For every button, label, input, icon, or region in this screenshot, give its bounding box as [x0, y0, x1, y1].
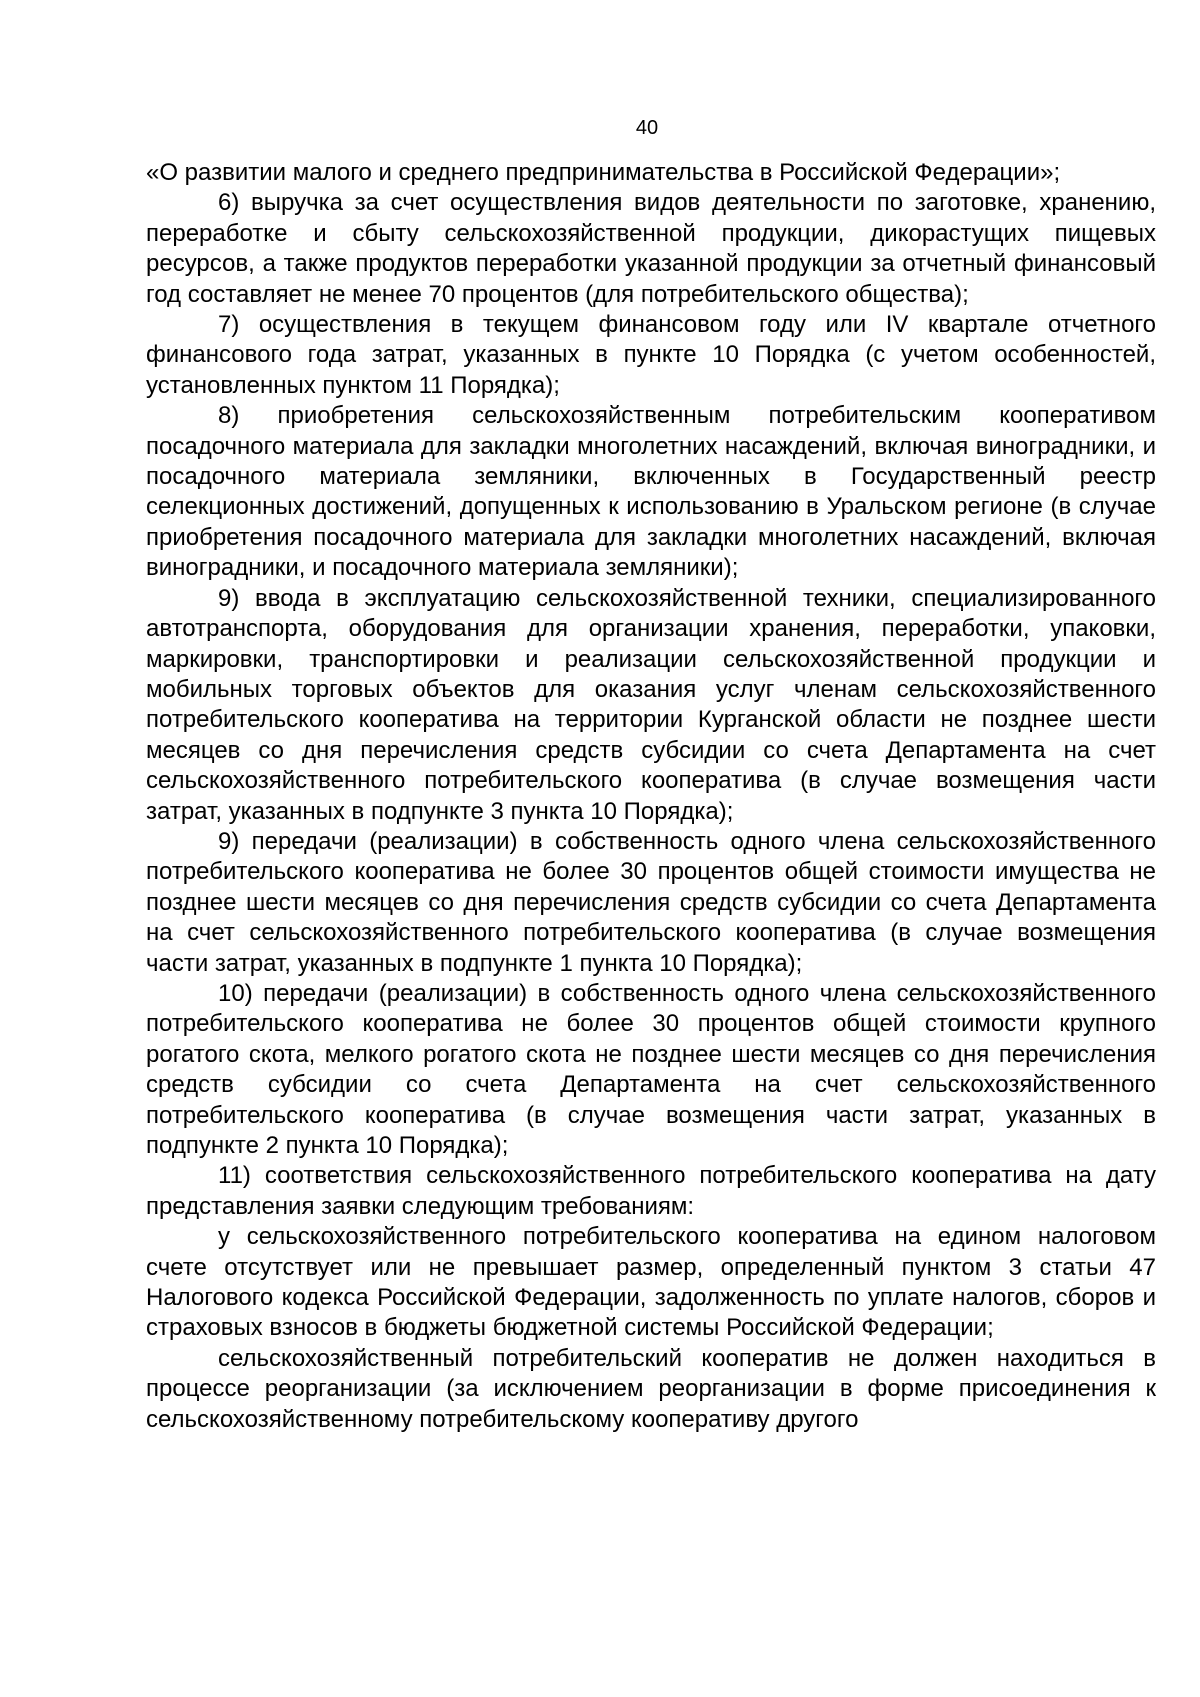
paragraph-item-8: 8) приобретения сельскохозяйственным потребительским кооперативом посадочного материала для закладки многолетних насаждений, включая виноградники, и посадочного материала земляники, включенных в Государственный реестр селекционных достижений, допущенных к использованию в Уральском регионе (в случае приобретения посадочного материала для закладки многолетних насаждений, включая виноградники, и посадочного материала земляники); [146, 402, 1156, 582]
paragraph-item-10: 10) передачи (реализации) в собственность одного члена сельскохозяйственного потребительского кооператива не более 30 процентов общей стоимости крупного рогатого скота, мелкого рогатого скота не позднее шести месяцев со дня перечисления средств субсидии со счета Департамента на счет сельскохозяйственного потребительского кооператива (в случае возмещения части затрат, указанных в подпункте 2 пункта 10 Порядка); [146, 979, 1156, 1159]
page-number: 40 [635, 117, 659, 139]
paragraph-continuation: «О развитии малого и среднего предпринимательства в Российской Федерации»; [146, 159, 1061, 186]
paragraph-requirement-reorganization: сельскохозяйственный потребительский кооператив не должен находиться в процессе реорганизации (за исключением реорганизации в форме присоединения к сельскохозяйственному потребительскому кооперативу другого [146, 1344, 1156, 1433]
paragraph-item-7: 7) осуществления в текущем финансовом году или IV квартале отчетного финансового года затрат, указанных в пункте 10 Порядка (с учетом особенностей, установленных пунктом 11 Порядка); [146, 311, 1156, 399]
document-body [146, 158, 1156, 1435]
paragraph-requirement-tax: у сельскохозяйственного потребительского кооператива на едином налоговом счете отсутствует или не превышает размер, определенный пунктом 3 статьи 47 Налогового кодекса Российской Федерации, задолженность по уплате налогов, сборов и страховых взносов в бюджеты бюджетной системы Российской Федерации; [146, 1223, 1156, 1342]
paragraph-item-9a: 9) ввода в эксплуатацию сельскохозяйственной техники, специализированного автотранспорта, оборудования для организации хранения, переработки, упаковки, маркировки, транспортировки и реализации сельскохозяйственной продукции и мобильных торговых объектов для оказания услуг членам сельскохозяйственного потребительского кооператива на территории Курганской области не позднее шести месяцев со дня перечисления средств субсидии со счета Департамента на счет сельскохозяйственного потребительского кооператива (в случае возмещения части затрат, указанных в подпункте 3 пункта 10 Порядка); [146, 584, 1156, 825]
paragraph-item-11: 11) соответствия сельскохозяйственного потребительского кооператива на дату представления заявки следующим требованиям: [146, 1162, 1156, 1220]
paragraph-item-9b: 9) передачи (реализации) в собственность одного члена сельскохозяйственного потребительского кооператива не более 30 процентов общей стоимости имущества не позднее шести месяцев со дня перечисления средств субсидии со счета Департамента на счет сельскохозяйственного потребительского кооператива (в случае возмещения части затрат, указанных в подпункте 1 пункта 10 Порядка); [146, 827, 1156, 977]
paragraph-item-6: 6) выручка за счет осуществления видов деятельности по заготовке, хранению, переработке и сбыту сельскохозяйственной продукции, дикорастущих пищевых ресурсов, а также продуктов переработки указанной продукции за отчетный финансовый год составляет не менее 70 процентов (для потребительского общества); [146, 189, 1156, 308]
